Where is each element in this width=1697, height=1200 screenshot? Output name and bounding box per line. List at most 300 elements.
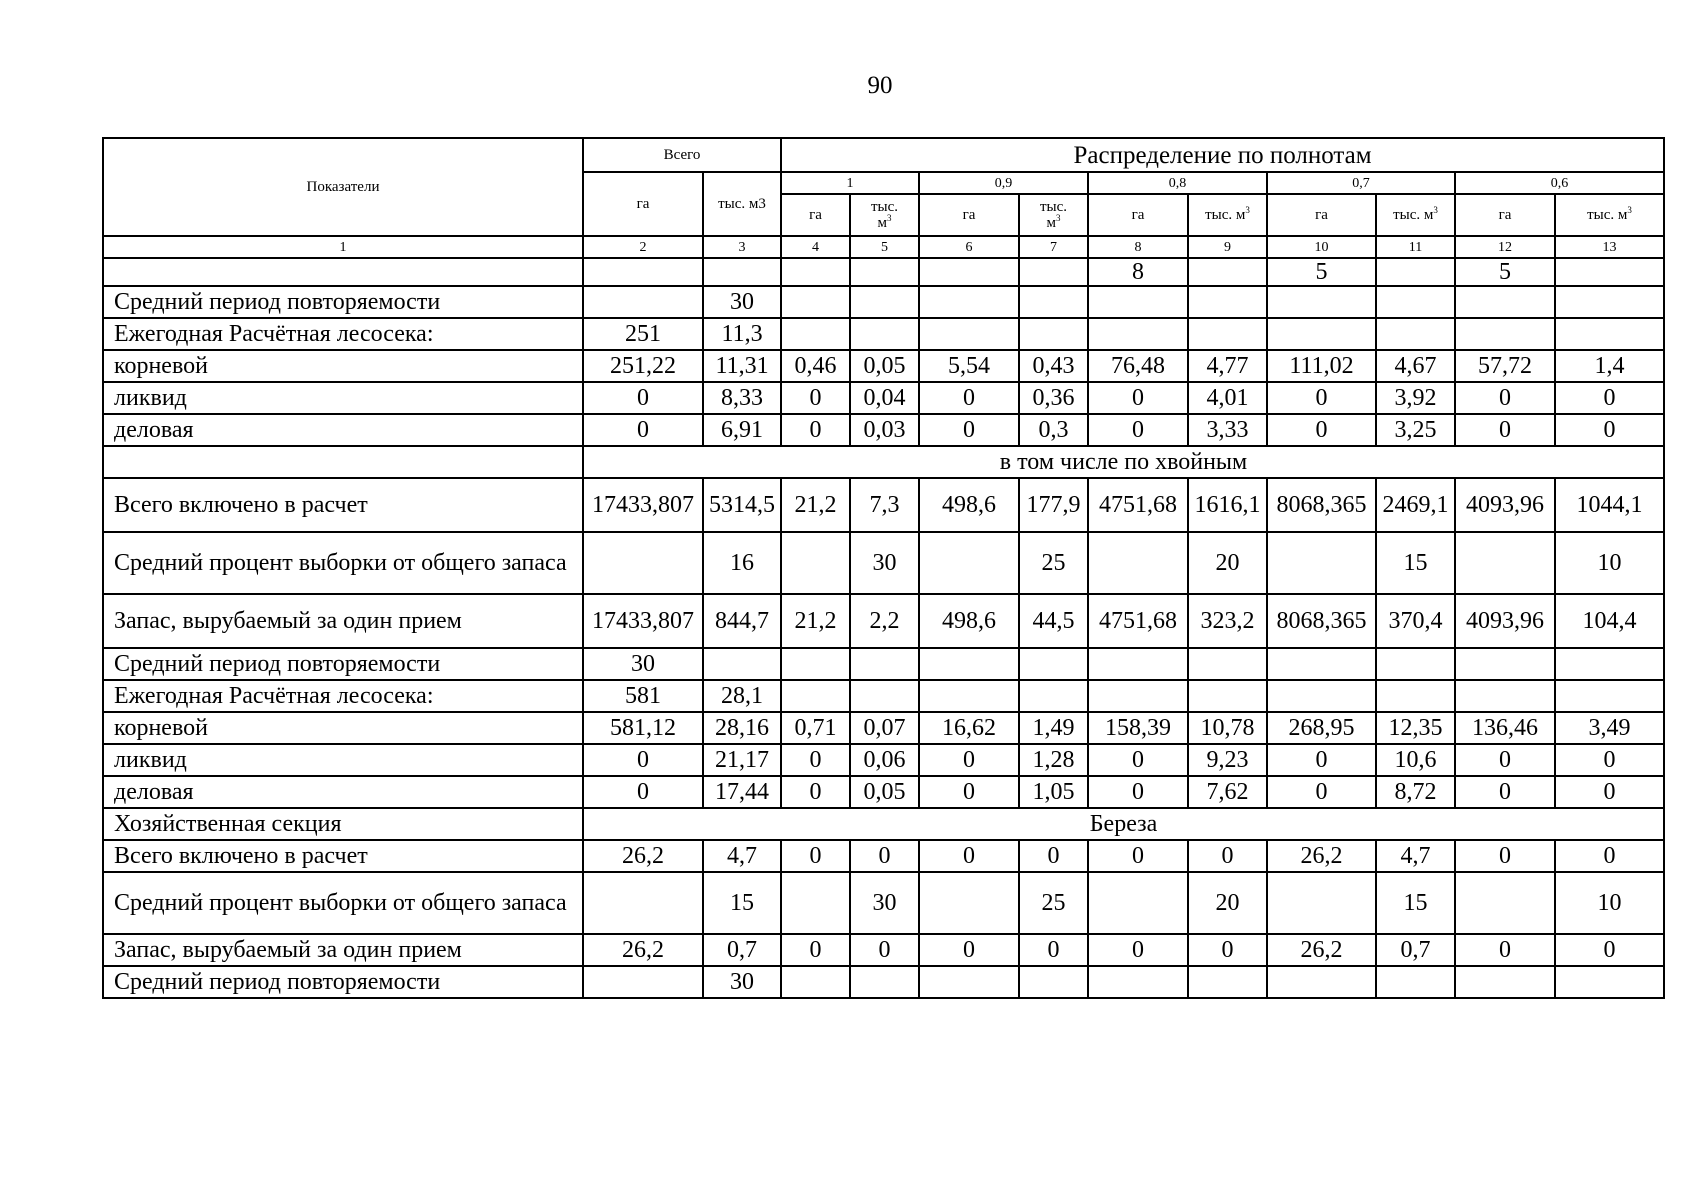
table-cell: 15 [1376, 872, 1455, 934]
table-cell [919, 648, 1019, 680]
table-cell [703, 258, 781, 286]
section-heading: Береза [583, 808, 1664, 840]
row-label: Всего включено в расчет [103, 840, 583, 872]
table-cell: 0 [781, 840, 850, 872]
table-cell: 1,49 [1019, 712, 1088, 744]
table-cell [919, 680, 1019, 712]
table-cell: 3,49 [1555, 712, 1664, 744]
table-cell: 370,4 [1376, 594, 1455, 648]
table-cell [1267, 532, 1376, 594]
table-cell: 0 [1555, 382, 1664, 414]
table-cell: 20 [1188, 532, 1267, 594]
table-cell: 0,06 [850, 744, 919, 776]
table-cell: 20 [1188, 872, 1267, 934]
table-cell [850, 966, 919, 998]
table-cell [1188, 286, 1267, 318]
table-cell: 15 [1376, 532, 1455, 594]
table-cell [919, 258, 1019, 286]
unit-ha: га [781, 194, 850, 236]
table-cell [781, 966, 850, 998]
table-cell: 0 [1555, 934, 1664, 966]
table-cell: 0,7 [703, 934, 781, 966]
table-cell: 21,17 [703, 744, 781, 776]
table-cell: 0 [1555, 776, 1664, 808]
table-cell [1019, 648, 1088, 680]
row-label: Средний период повторяемости [103, 286, 583, 318]
table-cell: 0,03 [850, 414, 919, 446]
table-cell [1376, 680, 1455, 712]
table-cell [850, 318, 919, 350]
row-label [103, 258, 583, 286]
table-cell: 0 [1088, 776, 1188, 808]
table-row [103, 934, 1664, 966]
table-cell: 4751,68 [1088, 594, 1188, 648]
density-header: 0,8 [1088, 172, 1267, 194]
table-cell: 2469,1 [1376, 478, 1455, 532]
table-cell: 0 [583, 382, 703, 414]
table-cell: 26,2 [1267, 934, 1376, 966]
table-cell: 4,7 [703, 840, 781, 872]
table-cell: 0 [850, 934, 919, 966]
row-label: Запас, вырубаемый за один прием [103, 594, 583, 648]
table-cell: 0 [781, 414, 850, 446]
table-cell: 0,05 [850, 776, 919, 808]
table-cell: 0 [1019, 934, 1088, 966]
row-label: Средний период повторяемости [103, 648, 583, 680]
table-cell [1455, 872, 1555, 934]
table-cell: 0 [1267, 414, 1376, 446]
table-cell [1455, 286, 1555, 318]
table-row [103, 594, 1664, 648]
table-cell: 0 [781, 776, 850, 808]
table-cell: 0 [781, 934, 850, 966]
table-cell: 0,46 [781, 350, 850, 382]
table-cell: 76,48 [1088, 350, 1188, 382]
table-cell [1455, 966, 1555, 998]
table-cell: 251,22 [583, 350, 703, 382]
table-row [103, 680, 1664, 712]
forest-cutting-table [102, 137, 1665, 999]
table-cell [703, 648, 781, 680]
table-cell: 158,39 [1088, 712, 1188, 744]
table-cell: 8 [1088, 258, 1188, 286]
unit-thousand-text: тыс. [870, 199, 899, 215]
table-cell: 0 [850, 840, 919, 872]
table-cell [781, 680, 850, 712]
table-cell [1019, 258, 1088, 286]
table-cell [1376, 966, 1455, 998]
table-cell [1088, 648, 1188, 680]
table-cell: 251 [583, 318, 703, 350]
table-cell: 12,35 [1376, 712, 1455, 744]
table-row [103, 808, 1664, 840]
table-cell [919, 872, 1019, 934]
table-cell [1088, 286, 1188, 318]
column-number: 13 [1555, 236, 1664, 258]
table-cell [1088, 872, 1188, 934]
table-cell [1088, 966, 1188, 998]
table-cell: 10 [1555, 532, 1664, 594]
table-cell: 2,2 [850, 594, 919, 648]
table-row [103, 350, 1664, 382]
table-cell: 136,46 [1455, 712, 1555, 744]
unit-m-text: м [877, 215, 888, 231]
table-cell: 30 [850, 872, 919, 934]
table-row [103, 712, 1664, 744]
column-number: 8 [1088, 236, 1188, 258]
table-cell [1455, 532, 1555, 594]
unit-superscript: 3 [1056, 213, 1061, 223]
unit-superscript: 3 [1627, 205, 1632, 215]
table-cell [1555, 966, 1664, 998]
table-cell: 11,3 [703, 318, 781, 350]
table-cell: 111,02 [1267, 350, 1376, 382]
table-cell: 4751,68 [1088, 478, 1188, 532]
density-header: 0,6 [1455, 172, 1664, 194]
table-cell: 28,16 [703, 712, 781, 744]
table-cell: 26,2 [583, 840, 703, 872]
table-cell: 17433,807 [583, 478, 703, 532]
table-row [103, 478, 1664, 532]
page-number: 90 [867, 72, 893, 99]
column-number: 5 [850, 236, 919, 258]
table-cell: 0 [919, 382, 1019, 414]
table-cell: 0,7 [1376, 934, 1455, 966]
row-label: Средний период повторяемости [103, 966, 583, 998]
table-row [103, 414, 1664, 446]
row-label: корневой [103, 350, 583, 382]
unit-superscript: 3 [1433, 205, 1438, 215]
column-number: 2 [583, 236, 703, 258]
table-cell [583, 532, 703, 594]
table-cell: 30 [703, 966, 781, 998]
table-cell: 5314,5 [703, 478, 781, 532]
table-cell [1267, 648, 1376, 680]
table-cell: 0 [583, 414, 703, 446]
table-cell: 5 [1267, 258, 1376, 286]
table-cell [919, 532, 1019, 594]
table-cell [1555, 318, 1664, 350]
row-label: ликвид [103, 744, 583, 776]
table-cell [781, 318, 850, 350]
table-cell: 104,4 [1555, 594, 1664, 648]
table-cell: 0 [1088, 840, 1188, 872]
table-cell: 268,95 [1267, 712, 1376, 744]
header-total: Всего [583, 138, 781, 172]
table-cell: 4,01 [1188, 382, 1267, 414]
table-cell: 8068,365 [1267, 478, 1376, 532]
table-cell [1088, 680, 1188, 712]
column-number: 3 [703, 236, 781, 258]
table-cell: 16,62 [919, 712, 1019, 744]
table-cell: 8068,365 [1267, 594, 1376, 648]
table-cell [1088, 532, 1188, 594]
table-cell [1188, 680, 1267, 712]
table-cell [1376, 286, 1455, 318]
table-cell: 0 [1455, 414, 1555, 446]
table-cell: 0 [919, 776, 1019, 808]
table-cell [1267, 680, 1376, 712]
table-row [103, 744, 1664, 776]
column-number: 10 [1267, 236, 1376, 258]
table-cell: 0,07 [850, 712, 919, 744]
table-cell: 498,6 [919, 478, 1019, 532]
table-cell: 0,36 [1019, 382, 1088, 414]
table-cell: 3,33 [1188, 414, 1267, 446]
table-cell: 6,91 [703, 414, 781, 446]
table-cell: 10,6 [1376, 744, 1455, 776]
table-cell: 5 [1455, 258, 1555, 286]
table-cell [1455, 648, 1555, 680]
table-row [103, 258, 1664, 286]
table-cell [1188, 258, 1267, 286]
table-cell [781, 648, 850, 680]
row-label: Ежегодная Расчётная лесосека: [103, 680, 583, 712]
table-cell: 16 [703, 532, 781, 594]
table-row [103, 446, 1664, 478]
unit-thousand-m-text: тыс. м [1393, 207, 1434, 223]
unit-ha: га [919, 194, 1019, 236]
table-cell [850, 258, 919, 286]
table-cell: 5,54 [919, 350, 1019, 382]
row-label: Всего включено в расчет [103, 478, 583, 532]
table-cell: 0 [1267, 382, 1376, 414]
table-cell [1019, 680, 1088, 712]
column-number: 6 [919, 236, 1019, 258]
table-cell: 57,72 [1455, 350, 1555, 382]
table-cell [919, 318, 1019, 350]
row-label: Средний процент выборки от общего запаса [103, 532, 583, 594]
table-cell [1455, 318, 1555, 350]
unit-ha: га [1455, 194, 1555, 236]
table-cell [850, 680, 919, 712]
table-cell: 844,7 [703, 594, 781, 648]
table-cell: 323,2 [1188, 594, 1267, 648]
table-cell [1555, 286, 1664, 318]
table-row [103, 872, 1664, 934]
table-cell: 17,44 [703, 776, 781, 808]
header-total-ha: га [583, 172, 703, 236]
table-cell: 1,05 [1019, 776, 1088, 808]
table-cell [1555, 258, 1664, 286]
density-header: 0,9 [919, 172, 1088, 194]
table-cell: 30 [850, 532, 919, 594]
row-label: ликвид [103, 382, 583, 414]
table-cell: 0 [1455, 382, 1555, 414]
table-cell: 10,78 [1188, 712, 1267, 744]
table-cell [1188, 648, 1267, 680]
unit-thousand-m3 [1188, 194, 1267, 236]
table-cell [1555, 648, 1664, 680]
table-cell [1267, 318, 1376, 350]
table-cell: 1,4 [1555, 350, 1664, 382]
table-cell: 4,7 [1376, 840, 1455, 872]
table-row [103, 776, 1664, 808]
table-cell [1019, 286, 1088, 318]
unit-ha: га [1267, 194, 1376, 236]
column-number: 7 [1019, 236, 1088, 258]
section-heading: в том числе по хвойным [583, 446, 1664, 478]
table-cell [1376, 258, 1455, 286]
column-number: 1 [103, 236, 583, 258]
table-cell [919, 966, 1019, 998]
column-number: 4 [781, 236, 850, 258]
table-cell: 0 [1267, 744, 1376, 776]
table-cell [781, 258, 850, 286]
table-cell: 581 [583, 680, 703, 712]
table-cell: 25 [1019, 532, 1088, 594]
header-total-thousand-m3: тыс. м3 [703, 172, 781, 236]
table-row [103, 532, 1664, 594]
table-cell: 0 [1188, 934, 1267, 966]
table-cell: 21,2 [781, 594, 850, 648]
table-cell [1267, 286, 1376, 318]
table-cell: 0 [781, 382, 850, 414]
table-cell: 30 [583, 648, 703, 680]
table-cell [1188, 966, 1267, 998]
table-cell [781, 286, 850, 318]
table-cell: 0 [1267, 776, 1376, 808]
unit-superscript: 3 [887, 213, 892, 223]
unit-superscript: 3 [1245, 205, 1250, 215]
row-label: деловая [103, 776, 583, 808]
table-cell: 0,04 [850, 382, 919, 414]
table-cell: 1044,1 [1555, 478, 1664, 532]
table-cell: 7,62 [1188, 776, 1267, 808]
table-cell [583, 286, 703, 318]
unit-thousand-text: тыс. [1039, 199, 1068, 215]
table-cell: 0,43 [1019, 350, 1088, 382]
unit-thousand-m-text: тыс. м [1205, 207, 1246, 223]
table-cell: 25 [1019, 872, 1088, 934]
unit-thousand-m3 [1019, 194, 1088, 236]
table-cell [781, 532, 850, 594]
table-cell: 3,92 [1376, 382, 1455, 414]
table-cell [1019, 966, 1088, 998]
table-cell [1455, 680, 1555, 712]
column-number: 12 [1455, 236, 1555, 258]
table-cell [583, 258, 703, 286]
table-cell: 0,71 [781, 712, 850, 744]
table-cell: 0 [1455, 744, 1555, 776]
table-cell [1267, 872, 1376, 934]
table-cell: 8,72 [1376, 776, 1455, 808]
table-cell: 0 [781, 744, 850, 776]
table-cell: 177,9 [1019, 478, 1088, 532]
table-cell [583, 966, 703, 998]
unit-thousand-m3 [1376, 194, 1455, 236]
table-cell: 0 [1455, 934, 1555, 966]
row-label [103, 446, 583, 478]
unit-thousand-m3 [850, 194, 919, 236]
table-cell [583, 872, 703, 934]
table-cell: 0 [1088, 744, 1188, 776]
table-cell [850, 648, 919, 680]
table-cell: 0 [919, 934, 1019, 966]
table-row [103, 382, 1664, 414]
table-cell: 0 [583, 776, 703, 808]
table-cell: 0,3 [1019, 414, 1088, 446]
unit-thousand-m3 [1555, 194, 1664, 236]
table-cell [781, 872, 850, 934]
table-cell: 581,12 [583, 712, 703, 744]
table-cell: 26,2 [1267, 840, 1376, 872]
table-cell: 1,28 [1019, 744, 1088, 776]
table-cell: 0 [583, 744, 703, 776]
table-cell: 0 [1555, 414, 1664, 446]
table-cell: 26,2 [583, 934, 703, 966]
table-cell: 0 [919, 744, 1019, 776]
table-cell: 0 [1088, 382, 1188, 414]
row-label: Запас, вырубаемый за один прием [103, 934, 583, 966]
column-number: 9 [1188, 236, 1267, 258]
table-cell: 21,2 [781, 478, 850, 532]
unit-m-text: м [1046, 215, 1057, 231]
table-cell: 0 [1555, 744, 1664, 776]
table-cell: 0 [919, 840, 1019, 872]
table-cell [1188, 318, 1267, 350]
table-row [103, 966, 1664, 998]
table-cell [1267, 966, 1376, 998]
table-cell: 4093,96 [1455, 594, 1555, 648]
table-cell: 28,1 [703, 680, 781, 712]
table-cell: 9,23 [1188, 744, 1267, 776]
table-cell: 0 [1455, 840, 1555, 872]
density-header: 1 [781, 172, 919, 194]
table-cell: 0 [1188, 840, 1267, 872]
unit-ha: га [1088, 194, 1188, 236]
table-cell [1376, 318, 1455, 350]
table-cell: 17433,807 [583, 594, 703, 648]
table-cell: 11,31 [703, 350, 781, 382]
table-cell: 1616,1 [1188, 478, 1267, 532]
table-cell [850, 286, 919, 318]
row-label: корневой [103, 712, 583, 744]
row-label: Хозяйственная секция [103, 808, 583, 840]
table-cell: 0,05 [850, 350, 919, 382]
table-row [103, 840, 1664, 872]
table-row [103, 286, 1664, 318]
table-cell: 0 [1455, 776, 1555, 808]
row-label: Ежегодная Расчётная лесосека: [103, 318, 583, 350]
table-cell: 0 [1088, 934, 1188, 966]
table-cell [1088, 318, 1188, 350]
table-row [103, 648, 1664, 680]
table-cell [1555, 680, 1664, 712]
header-distribution: Распределение по полнотам [781, 138, 1664, 172]
table-cell: 4093,96 [1455, 478, 1555, 532]
table-cell: 44,5 [1019, 594, 1088, 648]
density-header: 0,7 [1267, 172, 1455, 194]
row-label: Средний процент выборки от общего запаса [103, 872, 583, 934]
unit-thousand-m-text: тыс. м [1587, 207, 1628, 223]
header-indicators: Показатели [103, 138, 583, 236]
table-cell: 498,6 [919, 594, 1019, 648]
column-number: 11 [1376, 236, 1455, 258]
table-cell [919, 286, 1019, 318]
table-cell: 0 [1555, 840, 1664, 872]
row-label: деловая [103, 414, 583, 446]
table-cell [1376, 648, 1455, 680]
table-cell: 4,67 [1376, 350, 1455, 382]
table-cell: 10 [1555, 872, 1664, 934]
table-cell: 0 [919, 414, 1019, 446]
table-cell: 30 [703, 286, 781, 318]
table-cell: 4,77 [1188, 350, 1267, 382]
table-row [103, 318, 1664, 350]
table-cell [1019, 318, 1088, 350]
table-cell: 0 [1019, 840, 1088, 872]
